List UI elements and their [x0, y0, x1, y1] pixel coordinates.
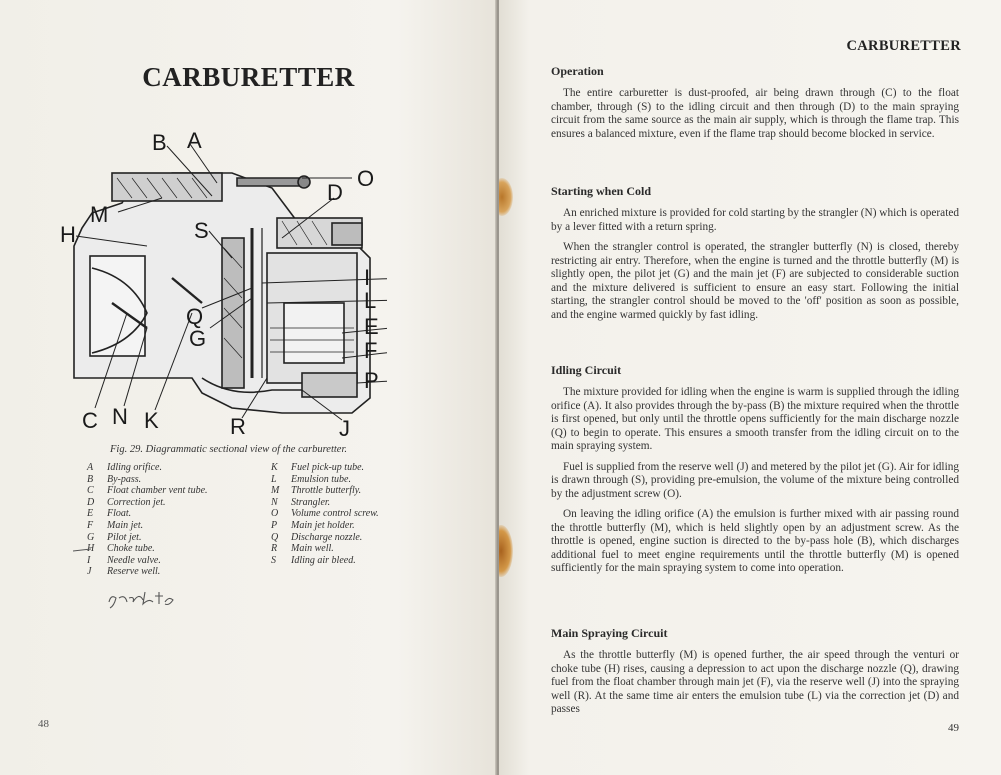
carburetter-sectional-diagram [52, 128, 387, 440]
legend-item: H Choke tube. [87, 543, 155, 555]
label-g: G [189, 326, 207, 351]
handwritten-note [105, 588, 175, 610]
figure-caption: Fig. 29. Diagrammatic sectional view of the carburetter. [110, 444, 347, 455]
legend-item: D Correction jet. [87, 496, 166, 508]
legend-item: E Float. [87, 508, 132, 520]
legend-left [87, 462, 208, 578]
section-starting-when-cold [551, 184, 959, 329]
label-s: S [194, 218, 209, 243]
right-page [499, 0, 1001, 775]
label-n: N [112, 404, 128, 429]
legend-item: N Strangler. [271, 496, 331, 508]
label-k: K [144, 408, 159, 433]
label-i: I [364, 265, 371, 290]
legend-right [271, 462, 379, 566]
running-header: CARBURETTER [846, 38, 961, 54]
legend-item: F Main jet. [87, 519, 144, 531]
legend-item: Q Discharge nozzle. [271, 531, 363, 543]
pencil-mark-icon [73, 548, 91, 552]
legend-item: G Pilot jet. [87, 531, 142, 543]
label-l: L [364, 288, 377, 313]
paper-stain [499, 525, 513, 577]
label-o: O [357, 166, 375, 191]
legend-item: S Idling air bleed. [271, 554, 356, 566]
label-h: H [60, 222, 76, 247]
legend-item: P Main jet holder. [271, 519, 355, 531]
paragraph: An enriched mixture is provided for cold starting by the strangler (N) which is operated by a lever fitted with a return spring. [551, 207, 959, 233]
paragraph: The mixture provided for idling when the engine is warm is supplied through the idling orifice (A). It also provides through the by-pass (B) the mixture required when the throttle is first opened, but only until the throttle opens sufficiently for the main discharge nozzle (Q) to begin to operate. This ensures a smooth transfer from the idling circuit on to the main spraying system. [551, 386, 959, 452]
section-operation [551, 64, 959, 148]
label-a: A [187, 128, 202, 153]
left-page [0, 0, 497, 775]
legend-item: K Fuel pick-up tube. [271, 462, 365, 473]
paragraph: Fuel is supplied from the reserve well (J) and metered by the pilot jet (G). Air for idling is drawn through (S), providing pre-emulsion, the volume of the mixture being controlled by the adjustment screw (O). [551, 460, 959, 500]
legend-item: B By-pass. [87, 473, 142, 485]
legend-item: M Throttle butterfly. [271, 485, 362, 497]
section-heading: Idling Circuit [551, 363, 622, 377]
paragraph: The entire carburetter is dust-proofed, air being drawn through (C) to the float chamber, through (S) to the idling circuit and then through (D) to the main spraying circuit from the same source as the main air supply, which is through the flame trap. This ensures a balanced mixture, even if the flame trap should become blocked in service. [551, 87, 959, 140]
section-heading: Main Spraying Circuit [551, 626, 668, 640]
label-f: F [364, 338, 378, 363]
page-number-left: 48 [38, 718, 49, 730]
label-e: E [364, 314, 379, 339]
page-number-right: 49 [948, 722, 959, 734]
label-c: C [82, 408, 98, 433]
paragraph: As the throttle butterfly (M) is opened further, the air speed through the venturi or choke tube (H) rises, causing a depression to act upon the discharge nozzle (Q), drawing fuel from the float chamber through main jet (F), via the reserve well (J) into the spraying well (R). At the same time air enters the emulsion tube (L) via the correction jet (D) and passes [551, 649, 959, 715]
paragraph: On leaving the idling orifice (A) the emulsion is further mixed with air passing round the throttle butterfly (M), which is held slightly open by an adjustment screw. As the throttle is opened, engine suction is directed to the by-pass hole (B), which discharges additional fuel to meet engine requirements until the throttle butterfly (M) is opened sufficiently for the main spraying system to come into operation. [551, 508, 959, 574]
legend-item: I Needle valve. [87, 554, 161, 566]
label-d: D [327, 180, 343, 205]
label-r: R [230, 414, 246, 439]
legend-item: O Volume control screw. [271, 508, 379, 520]
label-p: P [364, 368, 379, 393]
legend-item: R Main well. [271, 543, 334, 555]
left-page-title: CARBURETTER [142, 62, 355, 92]
section-heading: Starting when Cold [551, 184, 652, 198]
legend-item: J Reserve well. [87, 566, 161, 578]
section-heading: Operation [551, 64, 604, 78]
legend-item: A Idling orifice. [87, 462, 162, 473]
section-idling-circuit [551, 363, 959, 583]
paper-stain [499, 178, 513, 216]
label-m: M [90, 202, 109, 227]
label-j: J [339, 416, 350, 440]
section-main-spraying-circuit [551, 626, 959, 724]
legend-item: L Emulsion tube. [271, 473, 351, 485]
label-q: Q [186, 304, 204, 329]
legend-item: C Float chamber vent tube. [87, 485, 208, 497]
paragraph: When the strangler control is operated, the strangler butterfly (N) is closed, thereby restricting air entry. Therefore, when the engine is turned and the throttle butterfly (M) is slightly open, the pilot jet (G) and the main jet (F) are subjected to considerable suction and the mixture delivered is sufficient to ensure an easy start. Following the initial starting, the strangler control should be moved to the 'off' position as soon as possible, and the engine warmed quickly by fast idling. [551, 241, 959, 321]
label-b: B [152, 130, 167, 155]
